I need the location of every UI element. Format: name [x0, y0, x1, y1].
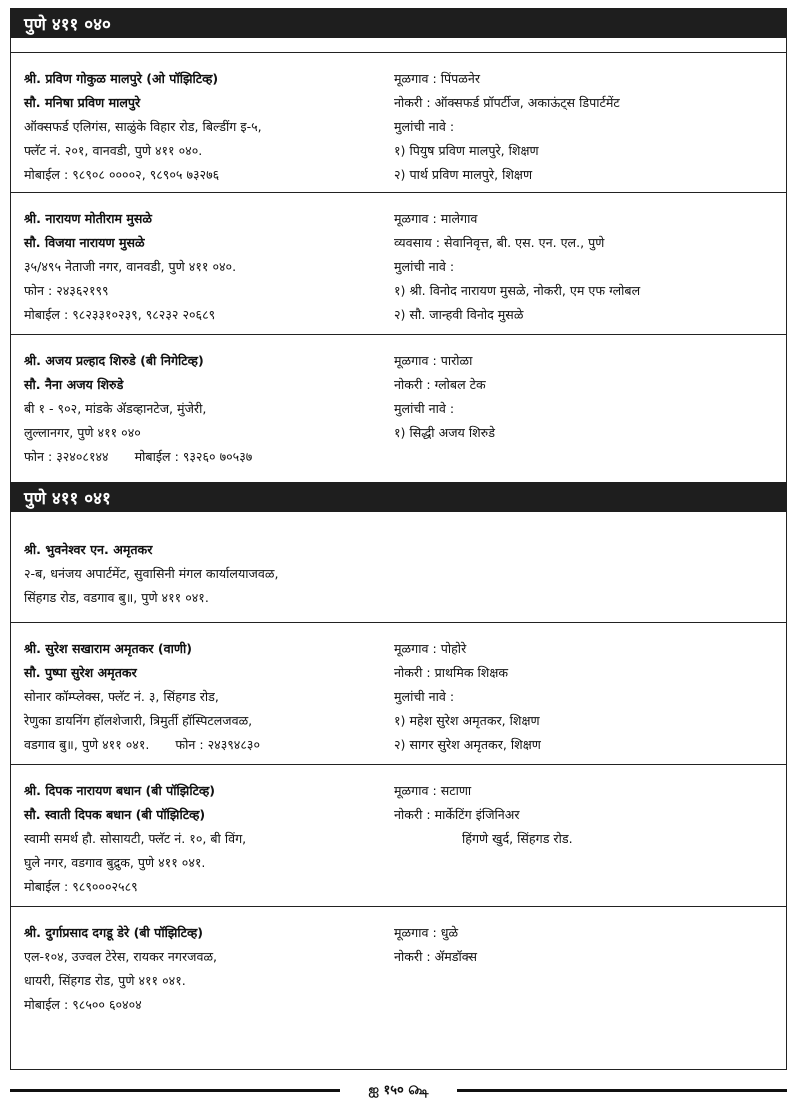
- occupation: नोकरी : ॲमडॉक्स: [394, 949, 478, 964]
- child-item: २) पार्थ प्रविण मालपुरे, शिक्षण: [394, 167, 533, 182]
- address-phone-line: [24, 733, 404, 757]
- contact-line: [24, 445, 404, 469]
- entry-left-column: [24, 67, 404, 187]
- wife-name: सौ. पुष्पा सुरेश अमृतकर: [24, 665, 137, 680]
- child-item: १) महेश सुरेश अमृतकर, शिक्षण: [394, 713, 540, 728]
- address-text: वडगाव बु॥, पुणे ४११ ०४१.: [24, 737, 150, 752]
- directory-entry: [10, 906, 787, 1070]
- mobile-line: मोबाईल : ९८९०००२५८९: [24, 879, 138, 894]
- entry-right-column: [394, 921, 779, 969]
- person-name: श्री. दुर्गाप्रसाद दगडू डेरे (बी पॉझिटिव्ह): [24, 925, 204, 940]
- husband-name: श्री. प्रविण गोकुळ मालपुरे (ओ पॉझिटिव्ह): [24, 71, 219, 86]
- directory-entry: [10, 52, 787, 192]
- section-title: पुणे ४११ ०४१: [24, 489, 111, 509]
- husband-name: श्री. नारायण मोतीराम मुसळे: [24, 211, 152, 226]
- address-line: स्वामी समर्थ हौ. सोसायटी, फ्लॅट नं. १०, बी विंग,: [24, 831, 247, 846]
- footer-rule-right: [457, 1089, 787, 1092]
- footer-rule-left: [10, 1089, 340, 1092]
- wife-name: सौ. स्वाती दिपक बधान (बी पॉझिटिव्ह): [24, 807, 206, 822]
- page-number: ஐ १५० ௸: [368, 1083, 429, 1098]
- entry-left-column: [24, 637, 404, 757]
- child-item: २) सौ. जान्हवी विनोद मुसळे: [394, 307, 524, 322]
- phone-text: फोन : २४३९४८३०: [175, 737, 261, 752]
- address-line: एल-१०४, उज्वल टेरेस, रायकर नगरजवळ,: [24, 949, 218, 964]
- native-place: मूळगाव : पारोळा: [394, 353, 473, 368]
- child-item: २) सागर सुरेश अमृतकर, शिक्षण: [394, 737, 541, 752]
- mobile-line: मोबाईल : ९८२३३१०२३९, ९८२३२ २०६८९: [24, 307, 216, 322]
- child-item: १) श्री. विनोद नारायण मुसळे, नोकरी, एम एफ ग्लोबल: [394, 283, 641, 298]
- mobile-text: मोबाईल : ९३२६० ७०५३७: [134, 449, 253, 464]
- child-item: १) सिद्धी अजय शिरुडे: [394, 425, 495, 440]
- entry-right-column: [394, 67, 779, 187]
- entry-right-column: [394, 637, 779, 757]
- occupation: नोकरी : ग्लोबल टेक: [394, 377, 486, 392]
- children-label: मुलांची नावे :: [394, 401, 455, 416]
- entry-right-column: [394, 349, 779, 445]
- occupation: व्यवसाय : सेवानिवृत्त, बी. एस. एन. एल., पुणे: [394, 235, 605, 250]
- entry-left-column: [24, 207, 404, 327]
- native-place: मूळगाव : सटाणा: [394, 783, 472, 798]
- husband-name: श्री. सुरेश सखाराम अमृतकर (वाणी): [24, 641, 193, 656]
- directory-entry: [10, 512, 787, 622]
- occupation: नोकरी : प्राथमिक शिक्षक: [394, 665, 509, 680]
- person-name: श्री. भुवनेश्वर एन. अमृतकर: [24, 542, 153, 557]
- entry-left-column: [24, 349, 404, 469]
- husband-name: श्री. दिपक नारायण बधान (बी पॉझिटिव्ह): [24, 783, 216, 798]
- address-line: सोनार कॉम्प्लेक्स, फ्लॅट नं. ३, सिंहगड रोड,: [24, 689, 219, 704]
- native-place: मूळगाव : मालेगाव: [394, 211, 478, 226]
- section-header-411041: [10, 482, 787, 512]
- entry-left-column: [24, 921, 404, 1017]
- wife-name: सौ. मनिषा प्रविण मालपुरे: [24, 95, 141, 110]
- address-line: सिंहगड रोड, वडगाव बु॥, पुणे ४११ ०४१.: [24, 590, 209, 605]
- entry-left-column: [24, 538, 404, 610]
- work-location: हिंगणे खुर्द, सिंहगड रोड.: [462, 831, 573, 846]
- mobile-line: मोबाईल : ९८९०८ ००००२, ९८९०५ ७३२७६: [24, 167, 220, 182]
- directory-entry: [10, 192, 787, 334]
- section-title: पुणे ४११ ०४०: [24, 15, 111, 35]
- children-label: मुलांची नावे :: [394, 119, 455, 134]
- directory-entry: [10, 764, 787, 906]
- section-header-411040: [10, 8, 787, 38]
- mobile-line: मोबाईल : ९८५०० ६०४०४: [24, 997, 142, 1012]
- entry-right-column: [394, 779, 779, 851]
- wife-name: सौ. नैना अजय शिरुडे: [24, 377, 124, 392]
- page-footer: [10, 1082, 787, 1098]
- entry-left-column: [24, 779, 404, 899]
- native-place: मूळगाव : धुळे: [394, 925, 459, 940]
- address-line: २-ब, धनंजय अपार्टमेंट, सुवासिनी मंगल कार्यालयाजवळ,: [24, 566, 279, 581]
- occupation: नोकरी : ऑक्सफर्ड प्रॉपर्टीज, अकाऊंट्स डिपार्टमेंट: [394, 95, 620, 110]
- address-line: रेणुका डायनिंग हॉलशेजारी, त्रिमुर्ती हॉस्पिटलजवळ,: [24, 713, 253, 728]
- child-item: १) पियुष प्रविण मालपुरे, शिक्षण: [394, 143, 539, 158]
- husband-name: श्री. अजय प्रल्हाद शिरुडे (बी निगेटिव्ह): [24, 353, 204, 368]
- native-place: मूळगाव : पोहोरे: [394, 641, 467, 656]
- occupation: नोकरी : मार्केटिंग इंजिनिअर: [394, 807, 520, 822]
- address-line: फ्लॅट नं. २०१, वानवडी, पुणे ४११ ०४०.: [24, 143, 203, 158]
- wife-name: सौ. विजया नारायण मुसळे: [24, 235, 145, 250]
- children-label: मुलांची नावे :: [394, 259, 455, 274]
- phone-line: फोन : २४३६२१९९: [24, 283, 109, 298]
- directory-entry: [10, 622, 787, 764]
- phone-text: फोन : ३२४०८१४४: [24, 449, 109, 464]
- children-label: मुलांची नावे :: [394, 689, 455, 704]
- address-line: धायरी, सिंहगड रोड, पुणे ४११ ०४१.: [24, 973, 186, 988]
- address-line: ऑक्सफर्ड एलिगंस, साळुंके विहार रोड, बिल्डींग इ-५,: [24, 119, 262, 134]
- address-line: घुले नगर, वडगाव बुद्रुक, पुणे ४११ ०४१.: [24, 855, 206, 870]
- native-place: मूळगाव : पिंपळनेर: [394, 71, 480, 86]
- address-line: ३५/४९५ नेताजी नगर, वानवडी, पुणे ४११ ०४०.: [24, 259, 237, 274]
- address-line: बी १ - ९०२, मांडके ॲडव्हानटेज, मुंजेरी,: [24, 401, 207, 416]
- entry-right-column: [394, 207, 779, 327]
- directory-entry: [10, 334, 787, 482]
- address-line: लुल्लानगर, पुणे ४११ ०४०: [24, 425, 141, 440]
